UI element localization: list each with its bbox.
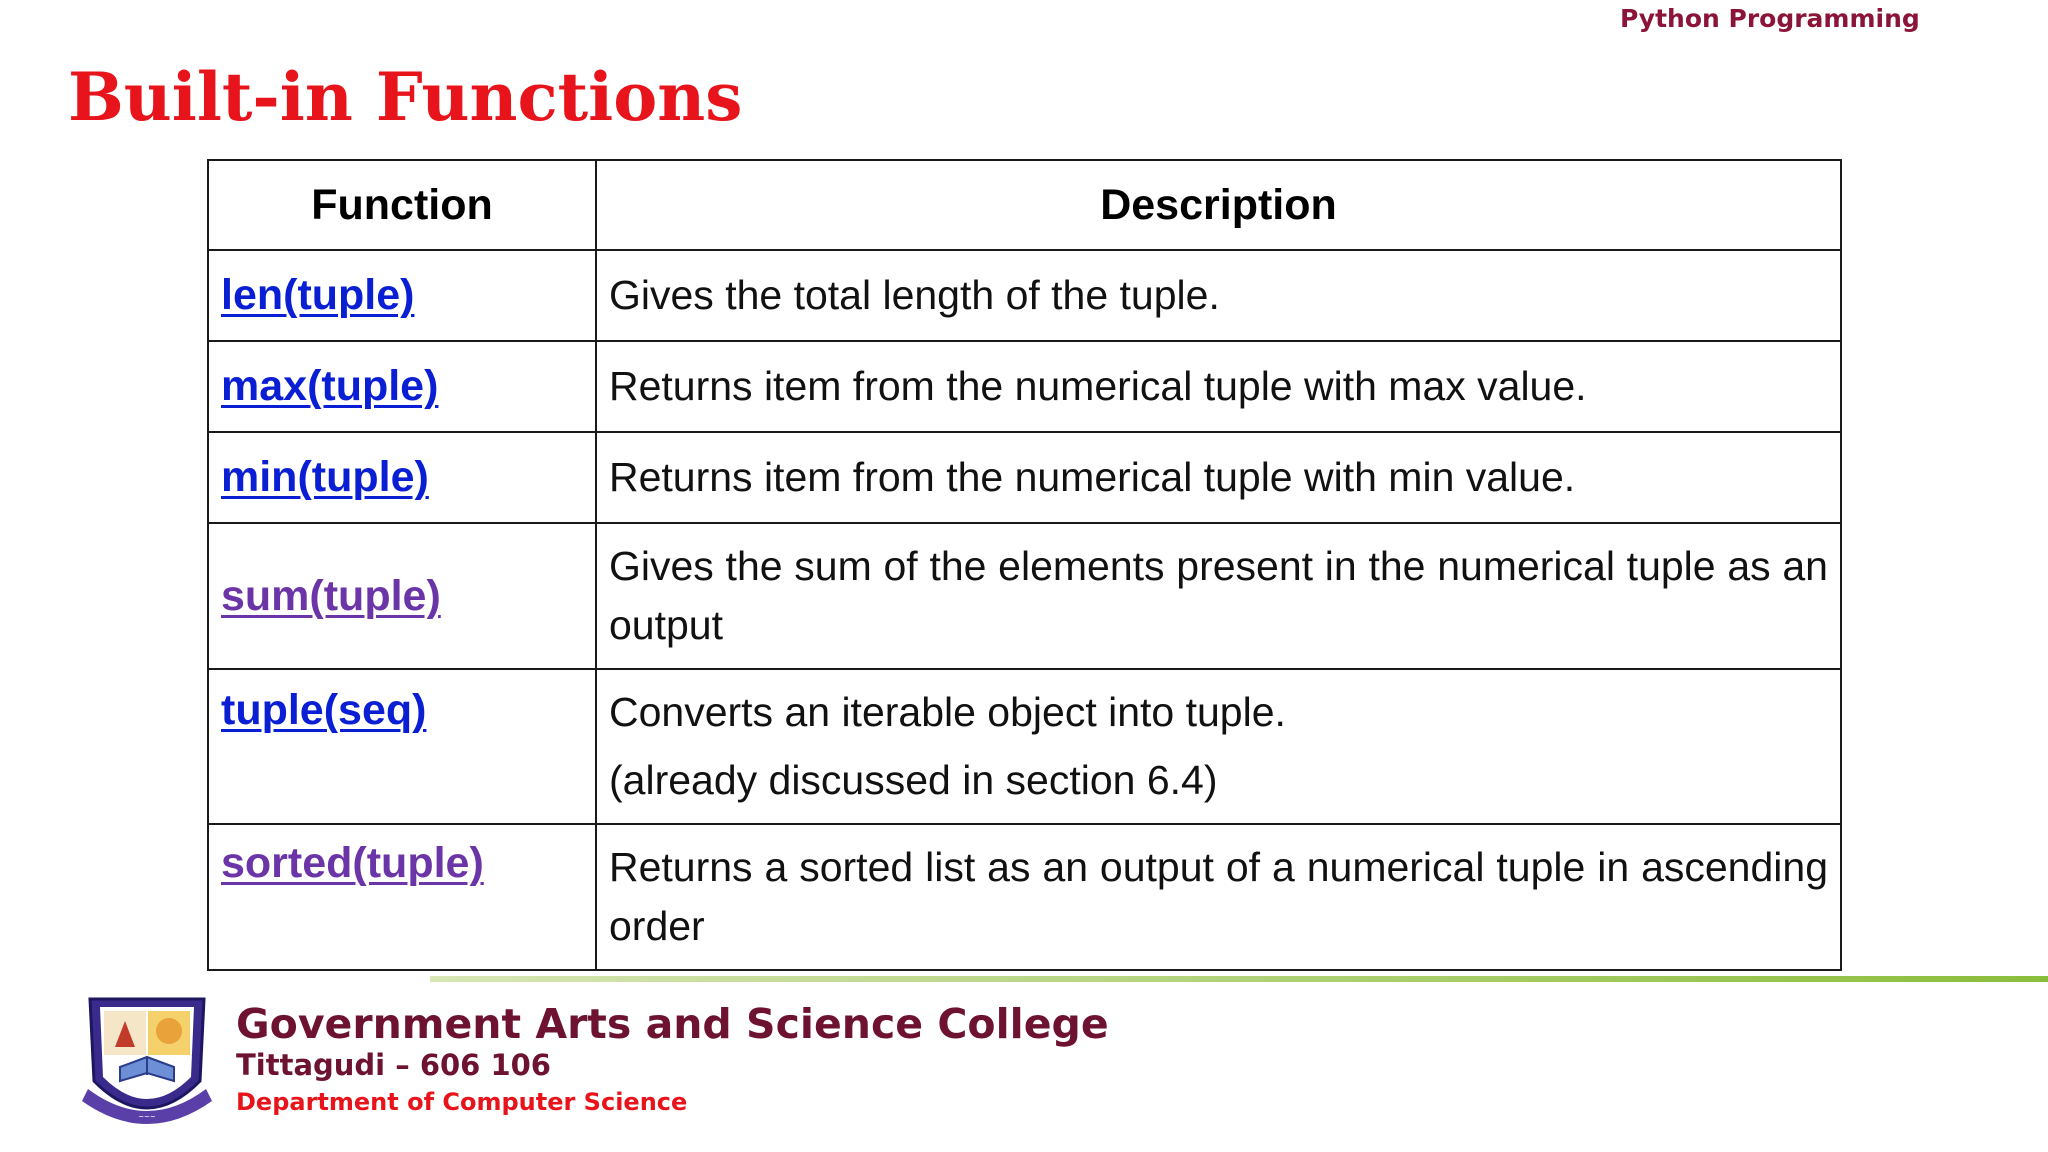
description-cell: [596, 669, 1841, 824]
function-link-len[interactable]: len(tuple): [221, 271, 415, 319]
college-emblem-icon: [80, 985, 214, 1131]
college-place: Tittagudi – 606 106: [236, 1048, 551, 1082]
table-header-row: [208, 160, 1841, 250]
college-department: Department of Computer Science: [236, 1088, 688, 1116]
function-cell: [208, 669, 596, 824]
description-cell: [596, 432, 1841, 523]
description-text: Gives the total length of the tuple.: [609, 271, 1220, 318]
table-row: [208, 669, 1841, 824]
svg-text:~~~: ~~~: [138, 1113, 156, 1121]
function-cell: [208, 341, 596, 432]
description-text: Returns a sorted list as an output of a numerical tuple in ascending order: [609, 843, 1828, 949]
function-link-sorted[interactable]: sorted(tuple): [221, 839, 484, 887]
column-header-function: Function: [208, 160, 596, 250]
description-note: (already discussed in section 6.4): [609, 756, 1218, 803]
function-cell: [208, 523, 596, 669]
description-text: Returns item from the numerical tuple with max value.: [609, 362, 1587, 409]
function-link-tuple[interactable]: tuple(seq): [221, 686, 427, 734]
footer-divider: [430, 976, 2048, 982]
description-cell: [596, 250, 1841, 341]
column-header-description: Description: [596, 160, 1841, 250]
college-name: Government Arts and Science College: [236, 1000, 1109, 1048]
course-header: Python Programming: [1620, 4, 1920, 33]
function-link-sum[interactable]: sum(tuple): [221, 571, 441, 620]
table-row: [208, 824, 1841, 970]
description-cell: [596, 341, 1841, 432]
table-row: [208, 341, 1841, 432]
description-cell: [596, 824, 1841, 970]
description-cell: [596, 523, 1841, 669]
table-row: [208, 432, 1841, 523]
function-link-max[interactable]: max(tuple): [221, 362, 439, 410]
table-row: [208, 523, 1841, 669]
function-cell: [208, 824, 596, 970]
function-link-min[interactable]: min(tuple): [221, 453, 429, 501]
description-text: Returns item from the numerical tuple with min value.: [609, 453, 1576, 500]
table-row: [208, 250, 1841, 341]
function-cell: [208, 432, 596, 523]
description-text: Converts an iterable object into tuple.: [609, 689, 1286, 736]
description-text: Gives the sum of the elements present in the numerical tuple as an output: [609, 542, 1828, 648]
functions-table: [207, 159, 1842, 971]
function-cell: [208, 250, 596, 341]
slide-title: Built-in Functions: [68, 58, 743, 136]
